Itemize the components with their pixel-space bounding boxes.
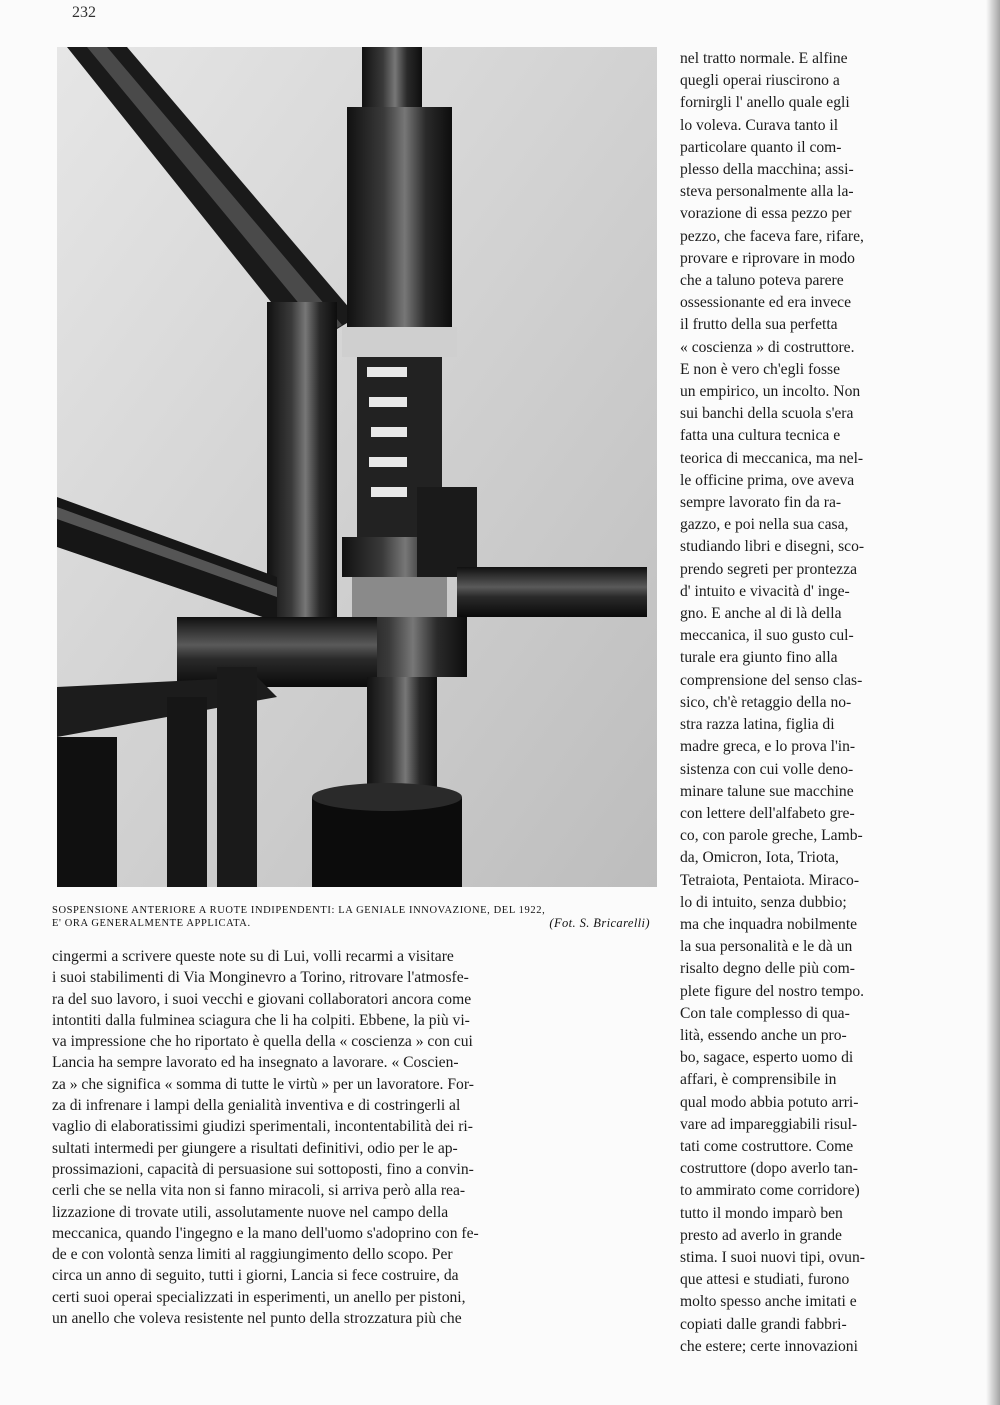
bottom-paragraph-line: de e con volontà senza limiti al raggiungimento dello scopo. Per — [52, 1246, 453, 1264]
right-column-line: comprensione del senso clas- — [680, 671, 863, 689]
right-column-line: pezzo, che faceva fare, rifare, — [680, 227, 864, 245]
right-column-line: lo voleva. Curava tanto il — [680, 116, 839, 134]
right-column-line: presto ad averlo in grande — [680, 1226, 842, 1244]
right-column-line: sistenza con cui volle deno- — [680, 760, 854, 778]
bottom-paragraph-line: un anello che voleva resistente nel punto della strozzatura più che — [52, 1310, 462, 1328]
bottom-paragraph-line: circa un anno di seguito, tutti i giorni, Lancia si fece costruire, da — [52, 1267, 459, 1285]
right-column-line: provare e riprovare in modo — [680, 249, 855, 267]
right-column-line: costruttore (dopo averlo tan- — [680, 1160, 858, 1178]
right-column-line: madre greca, e lo prova l'in- — [680, 738, 856, 756]
suspension-photo — [57, 47, 657, 887]
right-column-line: meccanica, il suo gusto cul- — [680, 627, 854, 645]
right-column-line: stima. I suoi nuovi tipi, ovun- — [680, 1248, 865, 1266]
bottom-paragraph-line: meccanica, quando l'ingegno e la mano dell'uomo s'adoprino con fe- — [52, 1224, 479, 1242]
right-column-line: quegli operai riuscirono a — [680, 72, 840, 90]
right-column-line: gno. E anche al di là della — [680, 605, 842, 623]
right-column-line: steva personalmente alla la- — [680, 183, 854, 201]
bottom-paragraph-line: cerli che se nella vita non si fanno miracoli, si arriva però alla rea- — [52, 1182, 466, 1200]
right-column-line: « coscienza » di costruttore. — [680, 338, 855, 356]
bottom-paragraph-line: Lancia ha sempre lavorato ed ha insegnato a lavorare. « Coscien- — [52, 1054, 459, 1072]
page-edge-shadow — [986, 0, 1000, 1405]
right-column-line: ossessionante ed era invece — [680, 294, 852, 312]
right-column-line: nel tratto normale. E alfine — [680, 50, 848, 67]
right-column-line: vorazione di essa pezzo per — [680, 205, 852, 223]
right-column-line: lo di intuito, senza dubbio; — [680, 893, 847, 911]
bottom-paragraph-line: ra del suo lavoro, i suoi vecchi e giovani collaboratori ancora come — [52, 990, 472, 1008]
bottom-paragraph-line: za » che significa « somma di tutte le virtù » per un lavoratore. For- — [52, 1075, 474, 1093]
bottom-paragraph-line: sultati intermedi per giungere a risultati definitivi, odio per le ap- — [52, 1139, 458, 1157]
bottom-paragraph-line: i suoi stabilimenti di Via Monginevro a Torino, ritrovare l'atmosfe- — [52, 969, 469, 987]
right-column-line: da, Omicron, Iota, Triota, — [680, 849, 839, 867]
caption-line-1: SOSPENSIONE ANTERIORE A RUOTE INDIPENDENTI: LA GENIALE INNOVAZIONE, DEL 1922, — [52, 905, 546, 916]
photo-credit: (Fot. S. Bricarelli) — [549, 916, 650, 930]
page-number: 232 — [72, 4, 96, 21]
right-column-line: fornirgli l' anello quale egli — [680, 94, 850, 112]
right-column-line: particolare quanto il com- — [680, 138, 842, 156]
right-column-line: ma che inquadra nobilmente — [680, 915, 858, 933]
right-column-line: d' intuito e vivacità d' inge- — [680, 582, 850, 600]
right-column-line: vare ad impareggiabili risul- — [680, 1115, 858, 1133]
bottom-paragraph-line: intontiti dalla fulminea sciagura che li ha colpiti. Ebbene, la più vi- — [52, 1011, 470, 1029]
right-column-line: minare talune sue macchine — [680, 782, 854, 800]
right-column-line: studiando libri e disegni, sco- — [680, 538, 865, 556]
right-column-line: teorica di meccanica, ma nel- — [680, 449, 864, 467]
right-column-line: che estere; certe innovazioni — [680, 1337, 858, 1355]
right-column-line: molto spesso anche imitati e — [680, 1293, 857, 1311]
right-column-line: Con tale complesso di qua- — [680, 1004, 850, 1022]
right-column-line: affari, è comprensibile in — [680, 1071, 837, 1089]
right-column-line: le officine prima, ove aveva — [680, 471, 855, 489]
right-column-line: copiati dalle grandi fabbri- — [680, 1315, 847, 1333]
bottom-paragraph — [52, 946, 650, 1329]
right-column-line: con lettere dell'alfabeto gre- — [680, 804, 855, 822]
bottom-paragraph-line: va impressione che ho riportato è quella della « coscienza » con cui — [52, 1033, 473, 1051]
photo-caption — [52, 904, 650, 930]
caption-line-2: E' ORA GENERALMENTE APPLICATA. — [52, 918, 251, 929]
bottom-paragraph-line: vaglio di elaboratissimi giudizi sperimentali, incontentabilità dei ri- — [52, 1118, 473, 1136]
right-column-line: che a taluno poteva parere — [680, 272, 844, 290]
right-column-line: plete figure del nostro tempo. — [680, 982, 865, 1000]
right-column-line: stra razza latina, figlia di — [680, 716, 835, 734]
right-column-text — [680, 48, 945, 1358]
right-column-line: sico, ch'è retaggio della no- — [680, 693, 852, 711]
right-column-line: tutto il mondo imparò ben — [680, 1204, 843, 1222]
right-column-line: sui banchi della scuola s'era — [680, 405, 854, 423]
bottom-paragraph-line: certi suoi operai specializzati in esperimenti, un anello per pistoni, — [52, 1288, 466, 1306]
right-column-line: E non è vero ch'egli fosse — [680, 360, 840, 378]
right-column-line: prendo segreti per prontezza — [680, 560, 858, 578]
right-column-line: turale era giunto fino alla — [680, 649, 838, 667]
right-column-line: sempre lavorato fin da ra- — [680, 494, 842, 512]
right-column-line: bo, sagace, esperto uomo di — [680, 1049, 854, 1067]
right-column-line: lità, essendo anche un pro- — [680, 1026, 847, 1044]
right-column-line: co, con parole greche, Lamb- — [680, 827, 863, 845]
right-column-line: to ammirato come corridore) — [680, 1182, 860, 1200]
right-column-line: la sua personalità e le dà un — [680, 938, 853, 956]
right-column-line: plesso della macchina; assi- — [680, 161, 854, 179]
right-column-line: que attesi e studiati, furono — [680, 1271, 850, 1289]
right-column-line: tati come costruttore. Come — [680, 1137, 854, 1155]
bottom-paragraph-line: za di infrenare i lampi della genialità inventiva e di costringerli al — [52, 1097, 461, 1115]
right-column-line: Tetraiota, Pentaiota. Miraco- — [680, 871, 860, 889]
suspension-photo-image — [57, 47, 657, 887]
right-column-line: gazzo, e poi nella sua casa, — [680, 516, 849, 534]
bottom-paragraph-line: cingermi a scrivere queste note su di Lui, volli recarmi a visitare — [52, 948, 454, 965]
right-column-line: qual modo abbia potuto arri- — [680, 1093, 859, 1111]
right-column-line: il frutto della sua perfetta — [680, 316, 838, 334]
bottom-paragraph-line: lizzazione di trovate utili, assolutamente nuove nel campo della — [52, 1203, 449, 1221]
right-column-line: risalto degno delle più com- — [680, 960, 855, 978]
bottom-paragraph-line: prossimazioni, capacità di persuasione sui sottoposti, fino a convin- — [52, 1160, 474, 1178]
right-column-line: un empirico, un incolto. Non — [680, 383, 861, 401]
right-column-line: fatta una cultura tecnica e — [680, 427, 841, 445]
